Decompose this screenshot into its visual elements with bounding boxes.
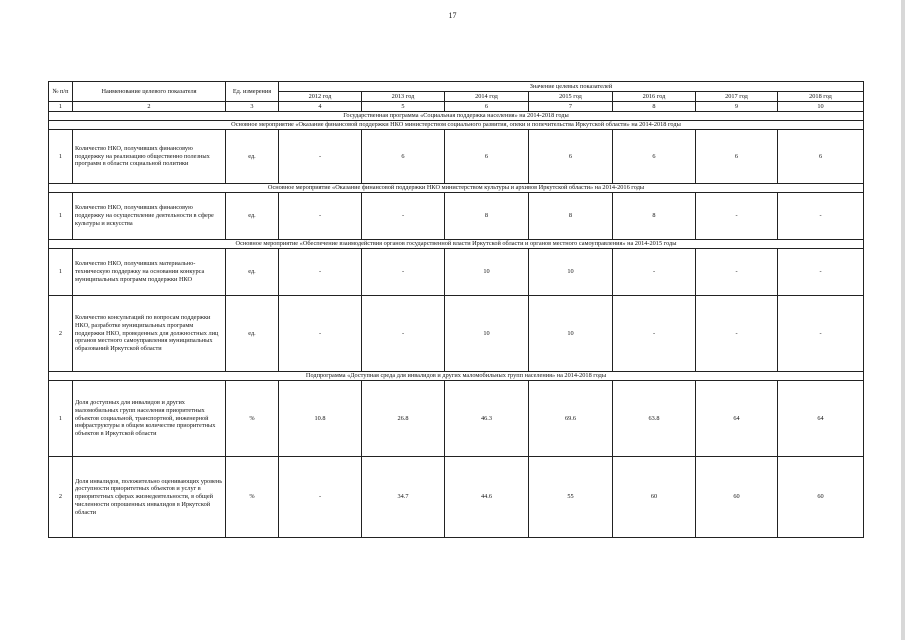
row-value: 8 bbox=[613, 193, 696, 240]
row-value: - bbox=[279, 193, 362, 240]
row-name: Доля доступных для инвалидов и других маломобильных групп населения приоритетных объектов социальной, транспортной, инженерной инфраструктуры в общем количестве приоритетных объектов в Иркутской области bbox=[73, 381, 226, 457]
row-value: - bbox=[696, 296, 778, 372]
row-value: - bbox=[279, 130, 362, 184]
row-value: 60 bbox=[613, 457, 696, 538]
row-num: 2 bbox=[49, 296, 73, 372]
row-value: - bbox=[613, 249, 696, 296]
row-value: 6 bbox=[445, 130, 529, 184]
row-value: 6 bbox=[362, 130, 445, 184]
indicators-table bbox=[48, 81, 864, 538]
row-value: 6 bbox=[696, 130, 778, 184]
row-value: 55 bbox=[529, 457, 613, 538]
row-unit: ед. bbox=[226, 249, 279, 296]
row-value: - bbox=[778, 193, 864, 240]
row-name: Количество НКО, получивших материально-техническую поддержку на основании конкурса муниципальных программ поддержки НКО bbox=[73, 249, 226, 296]
row-value: 46.3 bbox=[445, 381, 529, 457]
row-unit: ед. bbox=[226, 193, 279, 240]
row-value: 6 bbox=[529, 130, 613, 184]
column-number: 5 bbox=[362, 102, 445, 112]
table-row bbox=[49, 193, 864, 240]
header-year: 2015 год bbox=[529, 92, 613, 102]
row-unit: % bbox=[226, 457, 279, 538]
row-value: 44.6 bbox=[445, 457, 529, 538]
row-value: 60 bbox=[778, 457, 864, 538]
row-unit: % bbox=[226, 381, 279, 457]
header-num: № п/п bbox=[49, 82, 73, 102]
row-value: 6 bbox=[613, 130, 696, 184]
row-value: - bbox=[279, 296, 362, 372]
row-value: 8 bbox=[445, 193, 529, 240]
page-number: 17 bbox=[448, 11, 457, 20]
header-year: 2018 год bbox=[778, 92, 864, 102]
column-number: 9 bbox=[696, 102, 778, 112]
section-title: Основное мероприятие «Обеспечение взаимодействия органов государственной власти Иркутской области и органов местного самоуправления» на 2014-2015 годы bbox=[49, 240, 864, 249]
row-name: Количество консультаций по вопросам поддержки НКО, разработке муниципальных программ поддержки НКО, проведенных для должностных лиц органов местного самоуправления муниципальных образований Иркутской области bbox=[73, 296, 226, 372]
row-value: - bbox=[696, 249, 778, 296]
column-number: 2 bbox=[73, 102, 226, 112]
row-value: 10 bbox=[529, 296, 613, 372]
row-value: - bbox=[778, 296, 864, 372]
row-value: - bbox=[613, 296, 696, 372]
column-number: 10 bbox=[778, 102, 864, 112]
row-num: 2 bbox=[49, 457, 73, 538]
row-value: - bbox=[362, 193, 445, 240]
header-year: 2013 год bbox=[362, 92, 445, 102]
row-num: 1 bbox=[49, 249, 73, 296]
section-title: Подпрограмма «Доступная среда для инвалидов и других маломобильных групп населения» на 2014-2018 годы bbox=[49, 372, 864, 381]
table-row bbox=[49, 457, 864, 538]
row-value: 64 bbox=[696, 381, 778, 457]
row-value: 10.8 bbox=[279, 381, 362, 457]
row-value: 26.8 bbox=[362, 381, 445, 457]
row-value: 64 bbox=[778, 381, 864, 457]
program-title: Государственная программа «Социальная поддержка населения» на 2014-2018 годы bbox=[49, 112, 864, 121]
column-number: 4 bbox=[279, 102, 362, 112]
row-value: 60 bbox=[696, 457, 778, 538]
header-year: 2014 год bbox=[445, 92, 529, 102]
column-number: 8 bbox=[613, 102, 696, 112]
column-number: 6 bbox=[445, 102, 529, 112]
table-row bbox=[49, 130, 864, 184]
row-value: 69.6 bbox=[529, 381, 613, 457]
row-num: 1 bbox=[49, 193, 73, 240]
header-year: 2012 год bbox=[279, 92, 362, 102]
row-value: - bbox=[362, 249, 445, 296]
row-num: 1 bbox=[49, 381, 73, 457]
row-value: 10 bbox=[529, 249, 613, 296]
row-name: Количество НКО, получивших финансовую поддержку на реализацию общественно полезных программ в области социальной политики bbox=[73, 130, 226, 184]
row-value: 34.7 bbox=[362, 457, 445, 538]
row-name: Количество НКО, получивших финансовую поддержку на осуществление деятельности в сфере культуры и искусства bbox=[73, 193, 226, 240]
row-num: 1 bbox=[49, 130, 73, 184]
scan-edge bbox=[901, 0, 905, 640]
table-row bbox=[49, 249, 864, 296]
row-value: - bbox=[279, 457, 362, 538]
row-value: - bbox=[362, 296, 445, 372]
row-value: - bbox=[279, 249, 362, 296]
header-unit: Ед. измерения bbox=[226, 82, 279, 102]
row-name: Доля инвалидов, положительно оценивающих уровень доступности приоритетных объектов и услуг в приоритетных сферах жизнедеятельности, в общей численности опрошенных инвалидов в Иркутской области bbox=[73, 457, 226, 538]
row-value: 63.8 bbox=[613, 381, 696, 457]
header-name: Наименование целевого показателя bbox=[73, 82, 226, 102]
row-value: - bbox=[778, 249, 864, 296]
column-number: 3 bbox=[226, 102, 279, 112]
column-number: 7 bbox=[529, 102, 613, 112]
header-year: 2016 год bbox=[613, 92, 696, 102]
table-row bbox=[49, 296, 864, 372]
row-value: 6 bbox=[778, 130, 864, 184]
row-unit: ед. bbox=[226, 296, 279, 372]
header-year: 2017 год bbox=[696, 92, 778, 102]
section-title: Основное мероприятие «Оказание финансовой поддержки НКО министерством культуры и архивов Иркутской области» на 2014-2016 годы bbox=[49, 184, 864, 193]
row-value: 10 bbox=[445, 249, 529, 296]
section-title: Основное мероприятие «Оказание финансовой поддержки НКО министерством социального развития, опеки и попечительства Иркутской области» на 2014-2018 годы bbox=[49, 121, 864, 130]
column-number: 1 bbox=[49, 102, 73, 112]
column-numbers-row bbox=[49, 102, 864, 112]
row-value: 8 bbox=[529, 193, 613, 240]
row-unit: ед. bbox=[226, 130, 279, 184]
row-value: - bbox=[696, 193, 778, 240]
header-values-title: Значение целевых показателей bbox=[279, 82, 864, 92]
table-row bbox=[49, 381, 864, 457]
row-value: 10 bbox=[445, 296, 529, 372]
